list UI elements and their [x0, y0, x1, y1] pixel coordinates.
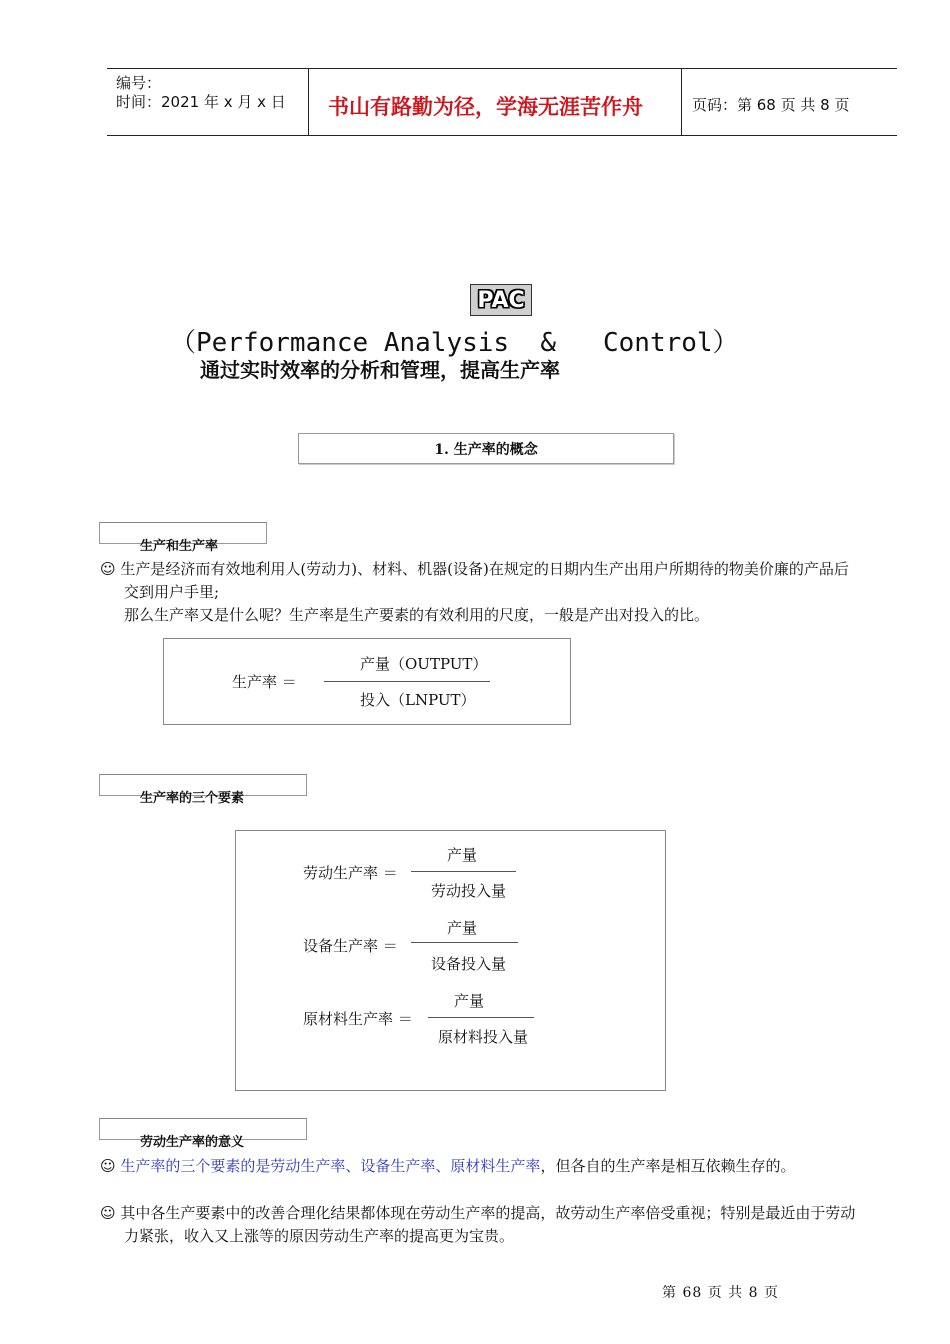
header-bottom-rule	[107, 135, 897, 136]
header-motto: 书山有路勤为径，学海无涯苦作舟	[328, 95, 643, 119]
para3-line1: ☺ 其中各生产要素中的改善合理化结果都体现在劳动生产率的提高，故劳动生产率倍受重视；特别是最近由于劳动	[100, 1204, 856, 1222]
pac-logo-text: PAC	[477, 287, 525, 313]
formula-numerator: 产量（OUTPUT）	[360, 655, 488, 673]
formula-lhs: 生产率 ＝	[232, 673, 297, 691]
para1-line3: 那么生产率又是什么呢？生产率是生产要素的有效利用的尺度，一般是产出对投入的比。	[124, 606, 710, 624]
label-box-labor-meaning	[99, 1118, 307, 1150]
material-formula-numerator: 产量	[454, 992, 485, 1010]
label-box-three-elements	[99, 774, 307, 806]
smiley-icon: ☺	[100, 560, 116, 578]
english-title: （Performance Analysis & Control）	[170, 328, 739, 358]
equipment-formula-lhs: 设备生产率 ＝	[303, 937, 398, 955]
section-heading: 1. 生产率的概念	[434, 441, 538, 458]
chinese-subtitle: 通过实时效率的分析和管理，提高生产率	[200, 358, 560, 382]
label-box-production	[99, 522, 267, 554]
equipment-formula-numerator: 产量	[447, 919, 478, 937]
label-three-elements: 生产率的三个要素	[140, 791, 245, 806]
para-three-elements	[100, 1155, 910, 1178]
para-labor-productivity	[100, 1202, 910, 1248]
para2-rest: ，但各自的生产率是相互依赖生存的。	[540, 1157, 796, 1175]
smiley-icon: ☺	[100, 1157, 116, 1175]
labor-formula-denominator: 劳动投入量	[431, 882, 507, 900]
productivity-formula-box	[163, 638, 571, 725]
labor-fraction-bar	[411, 871, 516, 872]
labor-formula-lhs: 劳动生产率 ＝	[303, 864, 398, 882]
para2-highlight: 生产率的三个要素的是劳动生产率、设备生产率、原材料生产率	[120, 1157, 541, 1175]
header-divider-right	[681, 68, 682, 136]
three-elements-formula-box	[235, 830, 666, 1091]
fraction-bar	[324, 681, 490, 682]
material-formula-lhs: 原材料生产率 ＝	[303, 1010, 413, 1028]
equipment-formula-denominator: 设备投入量	[431, 955, 507, 973]
pac-logo	[470, 284, 532, 316]
formula-denominator: 投入（LNPUT）	[360, 691, 476, 709]
para1-line2: 交到用户手里;	[124, 583, 220, 601]
header-divider-left	[308, 68, 309, 136]
time-label: 时间：2021 年 x 月 x 日	[116, 93, 286, 111]
header-top-rule	[107, 68, 897, 69]
para-production-definition	[100, 558, 910, 627]
para1-line1: ☺ 生产是经济而有效地利用人(劳动力)、材料、机器(设备)在规定的日期内生产出用户所期待的物美价廉的产品后	[100, 560, 849, 578]
material-formula-denominator: 原材料投入量	[438, 1028, 529, 1046]
smiley-icon: ☺	[100, 1204, 116, 1222]
label-labor-meaning: 劳动生产率的意义	[140, 1135, 245, 1150]
equipment-fraction-bar	[411, 942, 518, 943]
section-heading-box	[298, 433, 674, 464]
label-production: 生产和生产率	[140, 539, 219, 554]
material-fraction-bar	[428, 1017, 534, 1018]
para3-line2: 力紧张，收入又上涨等的原因劳动生产率的提高更为宝贵。	[124, 1227, 515, 1245]
page-footer: 第 68 页 共 8 页	[662, 1285, 779, 1301]
serial-label: 编号：	[116, 74, 162, 92]
page-code: 页码：第 68 页 共 8 页	[692, 96, 850, 114]
labor-formula-numerator: 产量	[447, 846, 478, 864]
